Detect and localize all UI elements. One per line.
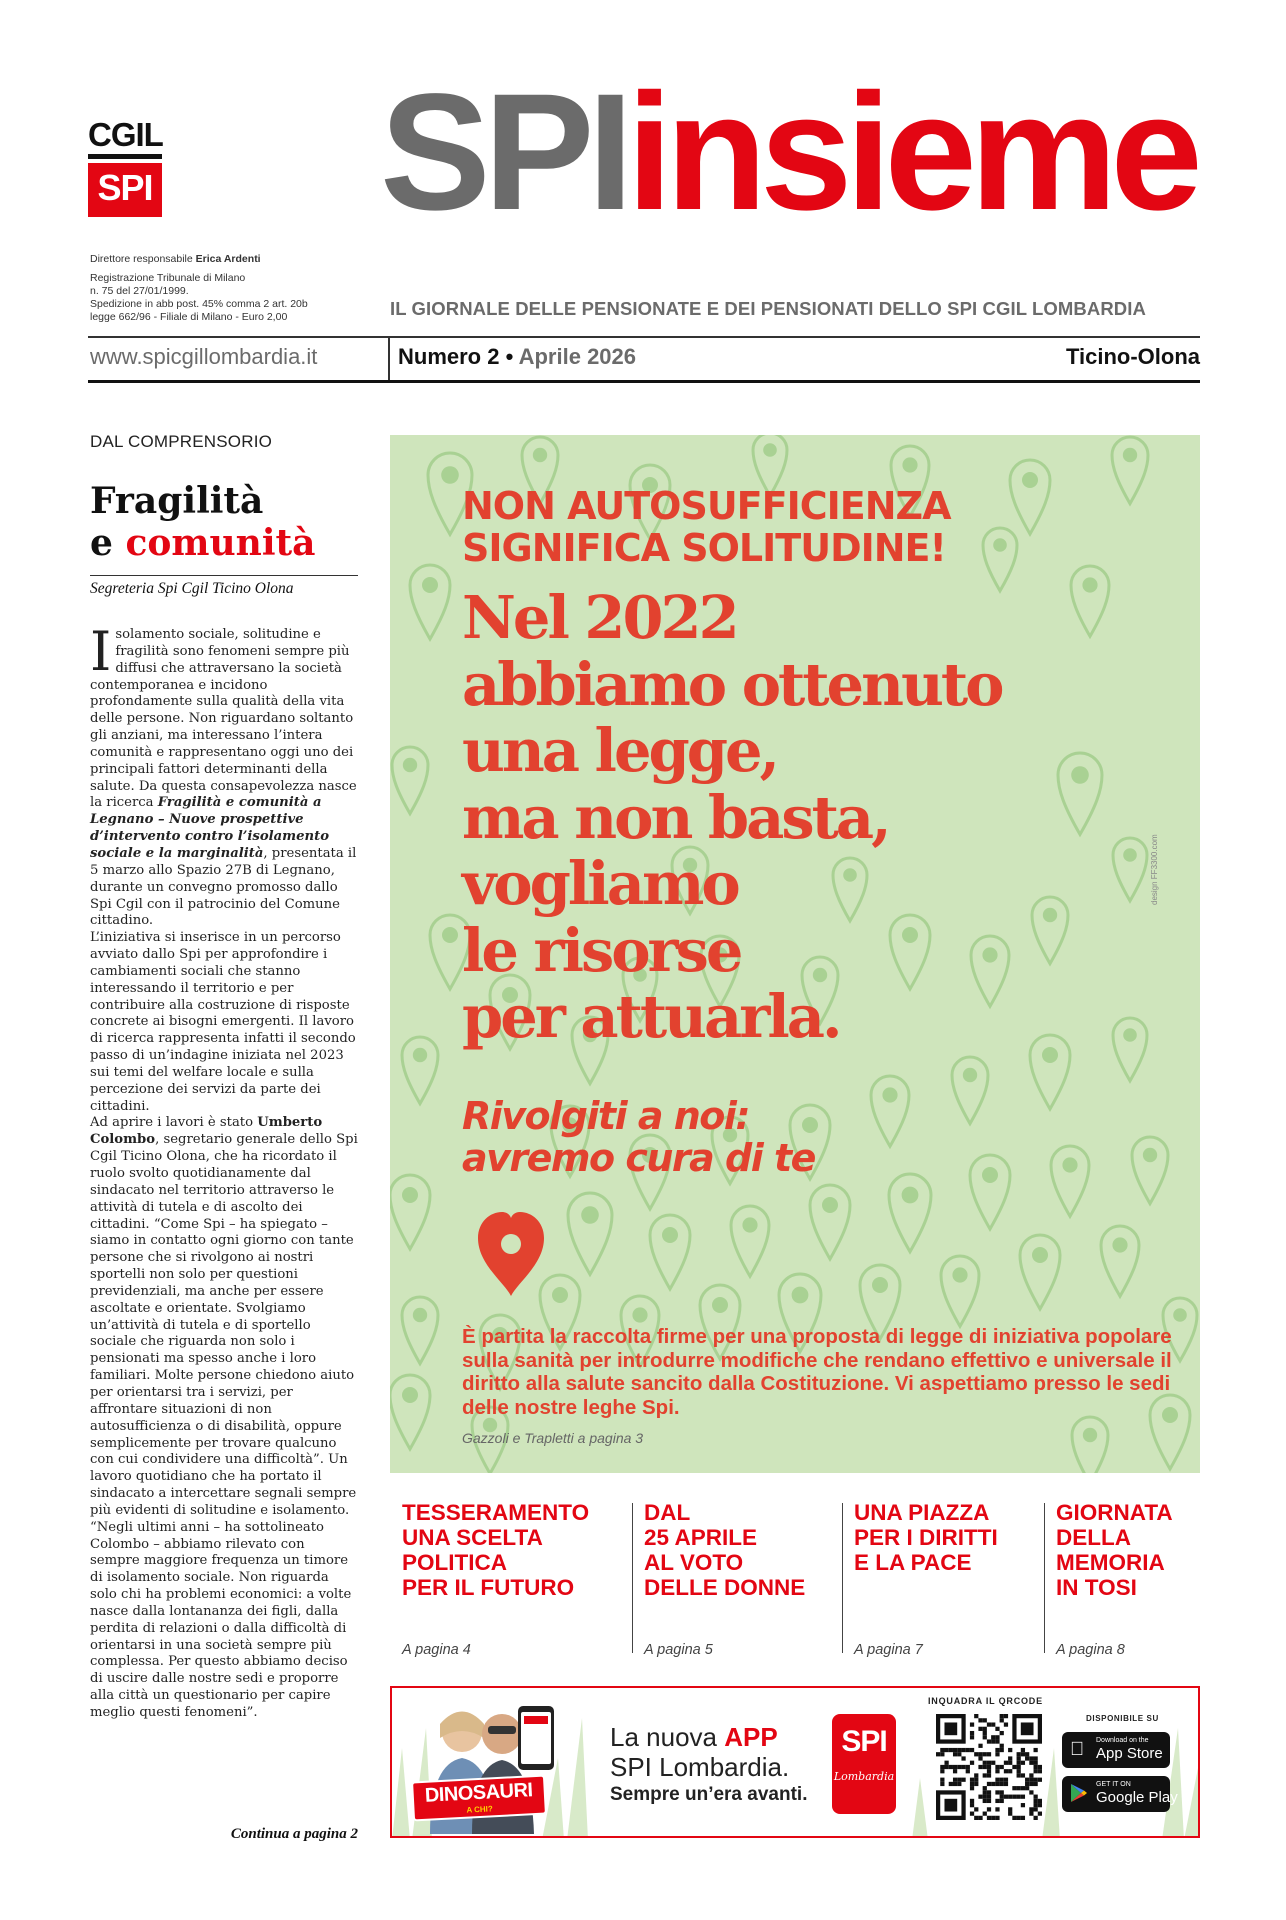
paragraph: L’iniziativa si inserisce in un percorso avviato dallo Spi per approfondire i cambiamenti sociali che stanno interessando il territorio e per contribuire alla costruzione di risposte concrete ai bisogni emergenti. Il lavoro di ricerca rappresenta infatti il secondo passo di un’indagine iniziata nel 2023 sui temi del welfare locale e sulla percezione dei servizi da parte dei cittadini. [90,930,356,1114]
location-pin-icon [983,528,1017,591]
location-pin-icon [1101,1226,1139,1296]
teaser-page-ref: A pagina 5 [644,1642,713,1658]
poster-page-reference: Gazzoli e Trapletti a pagina 3 [462,1430,644,1446]
app-store-button[interactable]: Download on the App Store [1062,1732,1170,1768]
article-byline: Segreteria Spi Cgil Ticino Olona [90,580,294,597]
location-pin-icon [410,565,450,639]
location-pin-icon [889,1174,931,1252]
google-play-icon [1070,1783,1088,1803]
location-pin-icon [1071,566,1109,636]
newspaper-subtitle: IL GIORNALE DELLE PENSIONATE E DEI PENSIONATI DELLO SPI CGIL LOMBARDIA [390,298,1146,319]
google-play-button[interactable]: GET IT ON Google Play [1062,1776,1170,1812]
divider [1044,1503,1045,1653]
banner-line: La nuova APP [610,1722,778,1752]
title-insieme: insieme [626,60,1196,245]
registration-line: legge 662/96 - Filiale di Milano - Euro 2,00 [90,311,288,323]
website-link[interactable]: www.spicgillombardia.it [90,344,318,369]
director-name: Erica Ardenti [195,253,261,265]
location-pin-icon [650,1215,690,1289]
teaser-page-ref: A pagina 7 [854,1642,923,1658]
colophon [90,253,320,324]
teaser-piazza[interactable]: UNA PIAZZA PER I DIRITTI E LA PACE A pagina 7 [854,1500,998,1658]
location-pin-icon [402,1297,438,1364]
qr-label: INQUADRA IL QRCODE [928,1696,1043,1706]
section-kicker: DAL COMPRENSORIO [90,432,273,451]
teaser-tesseramento[interactable]: TESSERAMENTO UNA SCELTA POLITICA PER IL FUTURO A pagina 4 [402,1500,590,1658]
location-pin-icon [1032,897,1068,964]
banner-line: SPI Lombardia. [610,1752,790,1782]
registration-line: Spedizione in abb post. 45% comma 2 art. 20b [90,298,308,310]
teaser-memoria[interactable]: GIORNATA DELLA MEMORIA IN TOSI A pagina 8 [1056,1500,1173,1658]
campaign-poster [390,435,1200,1473]
poster-call-to-action: Rivolgiti a noi: avremo cura di te [462,1094,815,1180]
location-pin-icon [1051,1146,1089,1216]
divider [632,1503,633,1653]
poster-body-text: È partita la raccolta firme per una proposta di legge di iniziativa popolare sulla sanità per introdurre modifiche che rendano effettivo e universale il diritto alla salute sancito dalla Costituzione. Vi aspettiamo presso le sedi delle nostre leghe Spi. [462,1325,1172,1419]
issue-info [398,344,636,370]
location-pin-icon [970,1155,1010,1229]
paragraph: Ad aprire i lavori è stato Umberto Colombo, segretario generale dello Spi Cgil Ticino Olona, che ha ricordato il ruolo svolto quotidianamente dal sindacato nel territorio attraverso le attività di tutela e di ascolto dei cittadini. “Come Spi – ha spiegato – siamo in contatto ogni giorno con tante persone che si rivolgono ai nostri sportelli non solo per questioni previdenziali, ma anche per essere ascoltate e orientate. Svolgiamo un’attività di tutela e di sportello sociale che riguarda non solo i pensionati ma spesso anche i loro familiari. Molte persone chiedono aiuto per orientarsi tra i servizi, per affrontare situazioni di non autosufficienza o di disabilità, oppure semplicemente per trovare qualcuno con cui condividere una difficoltà”. Un lavoro quotidiano che ha portato il sindacato a intercettare segnali sempre più evidenti di solitudine e isolamento. [90,1115,358,1518]
location-pin-icon [1112,437,1148,504]
banner-slogan: Sempre un’era avanti. [610,1784,808,1805]
issue-separator: • [505,344,514,369]
title-word-red: comunità [125,522,316,564]
article-body [90,620,358,1722]
location-pin-icon [390,1375,430,1449]
location-pin-icon [1020,1235,1060,1309]
spi-lombardia-logo: SPI Lombardia [832,1714,896,1814]
location-pin-icon [1010,460,1050,534]
divider [90,575,358,576]
location-pin-icon [1058,753,1102,834]
article-title [90,480,315,564]
paragraph: “Negli ultimi anni – ha sottolineato Colombo – abbiamo rilevato con sempre maggiore frequenza un timore di isolamento sociale. Non riguarda solo chi ha problemi economici: a volte nasce dalla lontananza dei figli, dalla perdita di relazioni o dalla difficoltà di orientarsi in una società sempre più complessa. Per questo abbiamo deciso di uscire dalle nostre sedi e proporre alla città un questionario per capire meglio questi fenomeni”. [90,1519,352,1720]
location-pin-icon [1113,838,1147,901]
drop-cap: I [90,620,112,683]
registration-line: n. 75 del 27/01/1999. [90,285,189,297]
location-pin-icon [941,1256,979,1326]
teaser-page-ref: A pagina 8 [1056,1642,1125,1658]
newspaper-title [380,60,1196,245]
title-line: Fragilità [90,480,264,522]
qr-code-icon[interactable] [936,1714,1042,1820]
paragraph: solamento sociale, solitudine e fragilità sono fenomeni sempre più diffusi che attraversano la società contemporanea e incidono profondamente sulla qualità della vita delle persone. Non riguardano soltanto gli anziani, ma interessano l’intera comunità e rappresentano oggi uno dei principali fattori determinanti della salute. Da questa consapevolezza nasce la ricerca Fragilità e comunità a Legnano – Nuove prospettive d’intervento contro l’isolamento sociale e la marginalità, presentata il 5 marzo allo Spazio 27B di Legnano, durante un convegno promosso dallo Spi Cgil con il patrocinio del Comune cittadino. [90,627,357,929]
heart-pin-icon [474,1208,548,1298]
cgil-logo-text: CGIL [88,116,163,153]
location-pin-icon [392,747,428,814]
location-pin-icon [810,1185,850,1259]
teaser-25-aprile[interactable]: DAL 25 APRILE AL VOTO DELLE DONNE A pagina 5 [644,1500,806,1658]
edition-name: Ticino-Olona [1065,344,1200,369]
poster-headline: NON AUTOSUFFICIENZA SIGNIFICA SOLITUDINE! [462,484,951,570]
location-pin-icon [1072,1417,1108,1473]
location-pin-icon [871,1076,909,1146]
available-on-label: DISPONIBILE SU [1086,1714,1159,1723]
issue-date: Aprile 2026 [518,344,637,369]
title-spi: SPI [380,60,627,245]
issue-number: Numero 2 [398,344,500,369]
teaser-page-ref: A pagina 4 [402,1642,471,1658]
location-pin-icon [568,1193,612,1274]
app-advert-banner[interactable] [390,1686,1200,1838]
location-pin-icon [1132,1137,1168,1204]
spi-logo-text: SPI [88,163,162,217]
divider [388,338,390,380]
location-pin-icon [390,1175,430,1249]
divider [842,1503,843,1653]
cgil-spi-logo [88,118,162,217]
registration-line: Registrazione Tribunale di Milano [90,272,246,284]
location-pin-icon [952,1057,988,1124]
continue-link[interactable]: Continua a pagina 2 [230,1826,358,1842]
director-label: Direttore responsabile [90,253,193,265]
title-word: e [90,522,113,564]
location-pin-icon [1113,1018,1147,1081]
location-pin-icon [1030,1035,1070,1109]
location-pin-icon [402,1037,438,1104]
apple-icon [1070,1739,1084,1761]
poster-main-text: Nel 2022 abbiamo ottenuto una legge, ma non basta, vogliamo le risorse per attuarla. [462,583,1002,1051]
divider [88,380,1200,383]
design-credit: design FF3300.com [1150,834,1159,905]
dinosauri-badge: DINOSAURI A CHI? [411,1775,547,1822]
location-pin-icon [731,1206,769,1276]
divider [88,336,1200,338]
